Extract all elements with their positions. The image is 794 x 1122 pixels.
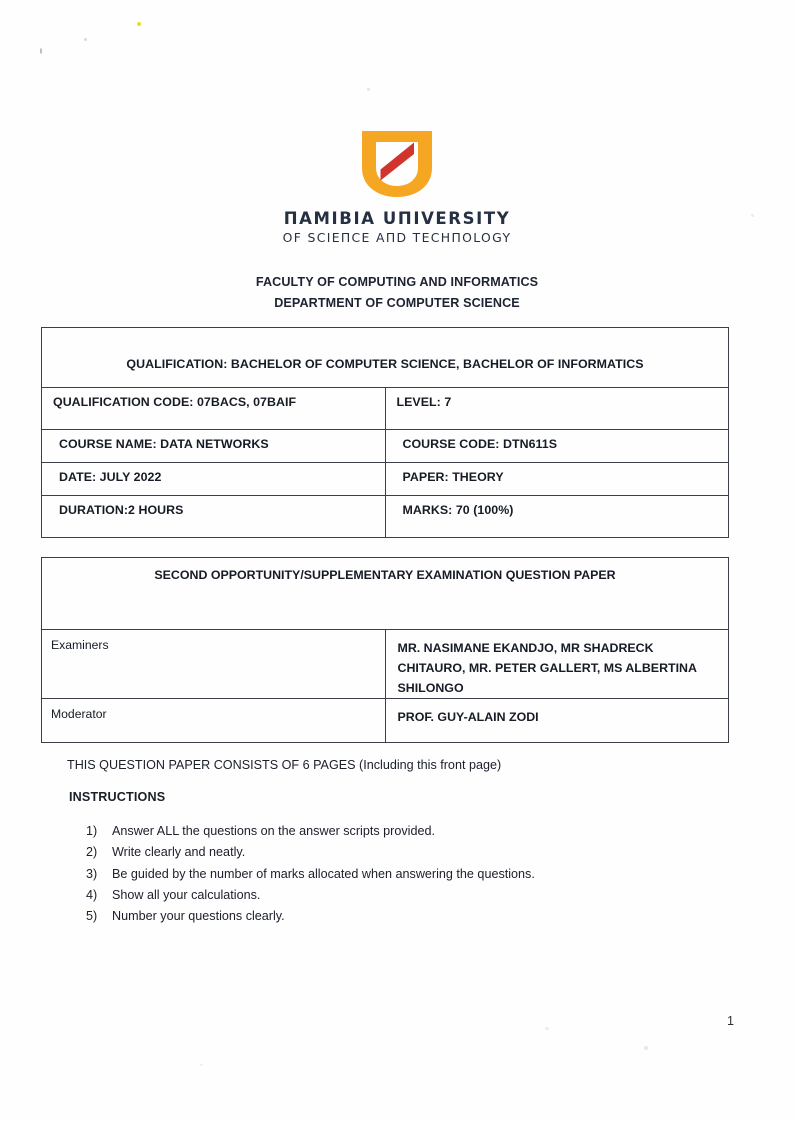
course-name-cell: COURSE NAME: DATA NETWORKS bbox=[42, 430, 386, 463]
scan-speckle bbox=[137, 22, 141, 26]
table-row bbox=[42, 496, 729, 538]
table-row bbox=[42, 558, 729, 630]
exam-paper-type-cell: SECOND OPPORTUNITY/SUPPLEMENTARY EXAMINATION QUESTION PAPER bbox=[42, 558, 729, 630]
qualification-code-cell: QUALIFICATION CODE: 07BACS, 07BAIF bbox=[42, 388, 386, 430]
date-cell: DATE: JULY 2022 bbox=[42, 463, 386, 496]
examiners-table bbox=[41, 557, 729, 743]
pages-count-note: THIS QUESTION PAPER CONSISTS OF 6 PAGES (Including this front page) bbox=[67, 758, 502, 772]
qualification-title-cell: QUALIFICATION: BACHELOR OF COMPUTER SCIENCE, BACHELOR OF INFORMATICS bbox=[42, 328, 729, 388]
examiners-label-cell: Examiners bbox=[42, 630, 386, 699]
level-cell: LEVEL: 7 bbox=[385, 388, 729, 430]
instruction-text: Answer ALL the questions on the answer scripts provided. bbox=[112, 824, 435, 838]
course-code-cell: COURSE CODE: DTN611S bbox=[385, 430, 729, 463]
instructions-heading: INSTRUCTIONS bbox=[69, 790, 166, 804]
faculty-line: FACULTY OF COMPUTING AND INFORMATICS bbox=[255, 275, 539, 289]
instruction-number: 2) bbox=[86, 845, 98, 860]
page-number: 1 bbox=[727, 1014, 734, 1028]
instruction-text: Be guided by the number of marks allocated when answering the questions. bbox=[112, 866, 535, 881]
instruction-item bbox=[86, 821, 535, 842]
table-row bbox=[42, 328, 729, 388]
examiners-value-cell: MR. NASIMANE EKANDJO, MR SHADRECK CHITAURO, MR. PETER GALLERT, MS ALBERTINA SHILONGO bbox=[385, 630, 729, 699]
institution-logo-block bbox=[0, 128, 794, 246]
table-row bbox=[42, 699, 729, 743]
instruction-text: Show all your calculations. bbox=[112, 887, 261, 902]
instruction-text: Number your questions clearly. bbox=[112, 909, 285, 924]
nust-shield-logo-icon bbox=[358, 128, 436, 200]
duration-cell: DURATION:2 HOURS bbox=[42, 496, 386, 538]
marks-cell: MARKS: 70 (100%) bbox=[385, 496, 729, 538]
scan-speckle bbox=[200, 1064, 203, 1066]
wordmark-line-2: OF SCIEΠCE AΠD TECHΠOLOGY bbox=[282, 229, 512, 245]
institution-wordmark bbox=[283, 210, 512, 246]
paper-cell: PAPER: THEORY bbox=[385, 463, 729, 496]
scan-speckle bbox=[84, 38, 87, 41]
instruction-item bbox=[86, 864, 535, 885]
instruction-number: 1) bbox=[86, 824, 98, 838]
table-row bbox=[42, 430, 729, 463]
instruction-number: 3) bbox=[86, 866, 98, 881]
department-line: DEPARTMENT OF COMPUTER SCIENCE bbox=[274, 296, 520, 310]
instruction-number: 5) bbox=[86, 909, 98, 924]
instruction-item bbox=[86, 885, 535, 906]
table-row bbox=[42, 388, 729, 430]
instructions-list bbox=[86, 821, 535, 927]
table-row bbox=[42, 463, 729, 496]
wordmark-line-1: ΠΑMIBIΑ UΠIVERSITY bbox=[283, 209, 511, 228]
scan-speckle bbox=[545, 1027, 549, 1030]
instruction-item bbox=[86, 842, 535, 863]
faculty-department-heading bbox=[0, 272, 794, 314]
moderator-value-cell: PROF. GUY-ALAIN ZODI bbox=[385, 699, 729, 743]
scan-speckle bbox=[367, 88, 370, 91]
instruction-number: 4) bbox=[86, 887, 98, 902]
moderator-label-cell: Moderator bbox=[42, 699, 386, 743]
scan-speckle bbox=[644, 1046, 648, 1050]
instruction-item bbox=[86, 906, 535, 927]
scan-speckle bbox=[40, 48, 42, 54]
table-row bbox=[42, 630, 729, 699]
qualification-details-table bbox=[41, 327, 729, 538]
instruction-text: Write clearly and neatly. bbox=[112, 845, 246, 860]
